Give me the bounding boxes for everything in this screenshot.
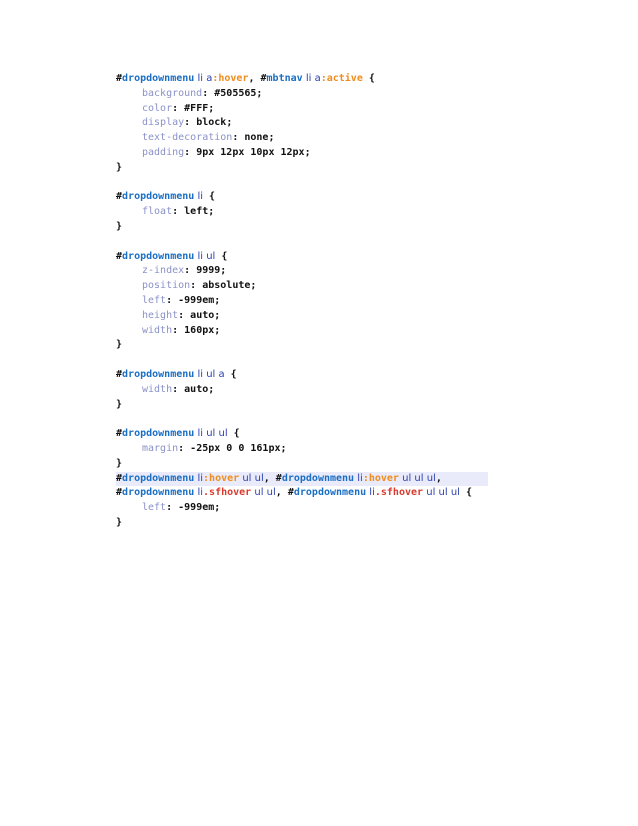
- selector-tags: ul ul ul: [398, 472, 436, 484]
- declaration-line: [116, 442, 488, 457]
- colon: :: [172, 383, 185, 395]
- property-name: left: [142, 502, 167, 514]
- property-name: width: [142, 383, 173, 395]
- selector-separator: ,: [248, 73, 261, 84]
- semicolon: ;: [304, 146, 311, 158]
- property-name: width: [142, 324, 173, 336]
- property-value: none: [244, 132, 269, 144]
- property-value: auto: [184, 383, 209, 395]
- declaration-line: [116, 294, 488, 309]
- selector-id: dropdownmenu: [122, 487, 195, 499]
- property-name: margin: [142, 442, 179, 454]
- selector-separator: ,: [275, 487, 288, 499]
- selector-tags: li: [194, 487, 204, 499]
- selector-pseudo: :hover: [212, 73, 249, 84]
- selector-tags: ul ul: [239, 472, 264, 484]
- declaration-line: [116, 131, 488, 146]
- open-brace: {: [224, 368, 237, 380]
- declaration-line: [116, 264, 488, 279]
- semicolon: ;: [220, 265, 227, 277]
- property-value: left: [184, 206, 209, 218]
- close-brace: }: [116, 398, 123, 410]
- selector-tags: li ul ul: [194, 428, 228, 440]
- colon: :: [184, 265, 197, 277]
- property-value: -999em: [178, 294, 215, 306]
- selector-line: [116, 72, 488, 87]
- semicolon: ;: [214, 502, 221, 514]
- declaration-line: [116, 146, 488, 161]
- open-brace: {: [203, 191, 216, 203]
- selector-pseudo: :hover: [362, 472, 399, 484]
- property-name: float: [142, 206, 173, 218]
- property-name: padding: [142, 146, 185, 158]
- css-code-block: [116, 72, 488, 531]
- selector-tags: li ul a: [194, 368, 225, 380]
- colon: :: [172, 206, 185, 218]
- selector-pseudo: :hover: [203, 472, 240, 484]
- selector-id: dropdownmenu: [122, 368, 195, 380]
- property-value: 9px 12px 10px 12px: [196, 146, 305, 158]
- open-brace: {: [362, 73, 375, 84]
- close-brace: }: [116, 339, 123, 351]
- selector-hash: #: [275, 472, 282, 484]
- declaration-line: [116, 205, 488, 220]
- property-value: #FFF: [184, 102, 209, 114]
- selector-hash: #: [116, 73, 123, 84]
- property-value: absolute: [202, 280, 251, 292]
- selector-tags: li: [354, 472, 363, 484]
- blank-line: [116, 412, 488, 427]
- declaration-line: [116, 102, 488, 117]
- selector-pseudo: :active: [320, 73, 363, 84]
- selector-line-highlighted: [116, 472, 488, 487]
- selector-tags: li a: [194, 73, 213, 84]
- semicolon: ;: [226, 117, 233, 129]
- selector-tags: ul ul ul: [423, 487, 460, 499]
- selector-comma: ,: [435, 472, 442, 484]
- semicolon: ;: [214, 324, 221, 336]
- selector-tags: li ul: [194, 250, 216, 262]
- colon: :: [172, 324, 185, 336]
- close-brace: }: [116, 457, 123, 469]
- colon: :: [202, 87, 215, 99]
- selector-tags: li: [366, 487, 375, 499]
- semicolon: ;: [214, 309, 221, 321]
- selector-id: dropdownmenu: [281, 472, 355, 484]
- selector-hash: #: [116, 487, 123, 499]
- selector-id: mbtnav: [266, 73, 303, 84]
- selector-class: .sfhover: [203, 487, 252, 499]
- close-brace: }: [116, 220, 123, 232]
- colon: :: [172, 102, 185, 114]
- semicolon: ;: [280, 442, 287, 454]
- declaration-line: [116, 279, 488, 294]
- property-name: display: [142, 117, 185, 129]
- selector-id: dropdownmenu: [122, 428, 195, 440]
- selector-hash: #: [116, 472, 123, 484]
- selector-tags: ul ul: [251, 487, 276, 499]
- colon: :: [184, 146, 197, 158]
- selector-id: dropdownmenu: [122, 250, 195, 262]
- selector-tags: li a: [302, 73, 321, 84]
- colon: :: [166, 502, 179, 514]
- open-brace: {: [227, 428, 240, 440]
- selector-hash: #: [116, 368, 123, 380]
- property-name: text-decoration: [142, 132, 233, 144]
- property-value: #505565: [214, 87, 257, 99]
- selector-separator: ,: [263, 472, 276, 484]
- colon: :: [190, 280, 203, 292]
- declaration-line: [116, 383, 488, 398]
- selector-hash: #: [116, 428, 123, 440]
- property-name: height: [142, 309, 179, 321]
- selector-tags: li: [194, 472, 204, 484]
- property-name: color: [142, 102, 173, 114]
- selector-line: [116, 486, 488, 501]
- semicolon: ;: [250, 280, 257, 292]
- property-value: block: [196, 117, 227, 129]
- blank-line: [116, 176, 488, 191]
- property-value: 9999: [196, 265, 221, 277]
- semicolon: ;: [214, 294, 221, 306]
- colon: :: [178, 442, 191, 454]
- selector-id: dropdownmenu: [122, 73, 195, 84]
- semicolon: ;: [208, 206, 215, 218]
- selector-id: dropdownmenu: [122, 191, 195, 203]
- selector-hash: #: [116, 250, 123, 262]
- property-value: auto: [190, 309, 215, 321]
- property-name: position: [142, 280, 191, 292]
- semicolon: ;: [268, 132, 275, 144]
- selector-hash: #: [287, 487, 294, 499]
- selector-tags: li: [194, 191, 204, 203]
- selector-hash: #: [116, 191, 123, 203]
- colon: :: [166, 294, 179, 306]
- selector-line: [116, 250, 488, 265]
- declaration-line: [116, 87, 488, 102]
- property-name: z-index: [142, 265, 185, 277]
- close-brace: }: [116, 516, 123, 528]
- open-brace: {: [459, 487, 472, 499]
- selector-id: dropdownmenu: [122, 472, 195, 484]
- selector-hash: #: [260, 73, 267, 84]
- selector-line: [116, 427, 488, 442]
- property-value: -999em: [178, 502, 215, 514]
- open-brace: {: [215, 250, 228, 262]
- selector-id: dropdownmenu: [293, 487, 367, 499]
- declaration-line: [116, 309, 488, 324]
- blank-line: [116, 353, 488, 368]
- semicolon: ;: [208, 383, 215, 395]
- property-name: left: [142, 294, 167, 306]
- property-value: -25px 0 0 161px: [190, 442, 281, 454]
- colon: :: [178, 309, 191, 321]
- close-brace: }: [116, 161, 123, 173]
- declaration-line: [116, 116, 488, 131]
- selector-line: [116, 368, 488, 383]
- semicolon: ;: [208, 102, 215, 114]
- declaration-line: [116, 501, 488, 516]
- property-value: 160px: [184, 324, 215, 336]
- blank-line: [116, 235, 488, 250]
- property-name: background: [142, 87, 203, 99]
- declaration-line: [116, 324, 488, 339]
- colon: :: [184, 117, 197, 129]
- selector-class: .sfhover: [374, 487, 424, 499]
- colon: :: [232, 132, 245, 144]
- semicolon: ;: [256, 87, 263, 99]
- selector-line: [116, 190, 488, 205]
